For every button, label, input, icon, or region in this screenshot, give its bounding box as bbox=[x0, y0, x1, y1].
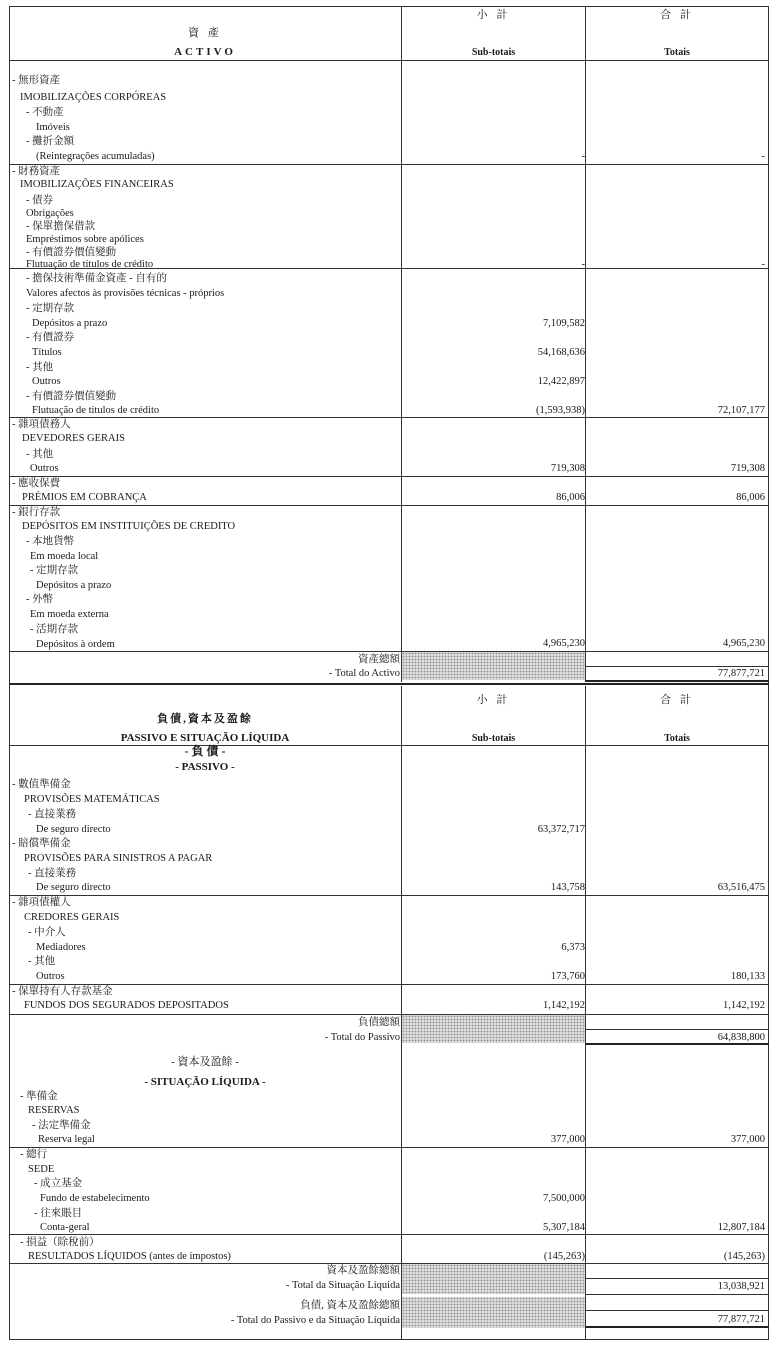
activo-subtotal: 86,006 bbox=[556, 492, 585, 503]
activo-line: Outros bbox=[30, 463, 59, 474]
passivo-line: PROVISÕES PARA SINISTROS A PAGAR bbox=[24, 853, 213, 864]
situacao-line: - 法定準備金 bbox=[32, 1120, 91, 1131]
situacao-line: RESERVAS bbox=[28, 1105, 80, 1116]
passivo-subtotal: 6,373 bbox=[561, 942, 585, 953]
activo-grand-total: 77,877,721 bbox=[717, 668, 765, 679]
passivo-line: FUNDOS DOS SEGURADOS DEPOSITADOS bbox=[24, 1000, 229, 1011]
grand-total-label-pt: - Total do Passivo e da Situação Líquida bbox=[230, 1315, 400, 1326]
activo-subtotal: 719,308 bbox=[550, 463, 585, 474]
activo-line: Depósitos à ordem bbox=[36, 639, 115, 650]
situacao-line: RESULTADOS LÍQUIDOS (antes de impostos) bbox=[28, 1251, 231, 1262]
col-divider-tot-passivo bbox=[585, 686, 586, 1340]
situacao-line: - 準備金 bbox=[20, 1091, 58, 1102]
section-divider bbox=[9, 683, 769, 685]
activo-subtotal: (1,593,938) bbox=[536, 405, 585, 416]
shaded-cell-situacao-total bbox=[402, 1264, 585, 1294]
activo-subtotal: - bbox=[581, 259, 585, 270]
passivo-line: - 賠償準備金 bbox=[12, 838, 71, 849]
situacao-line: - 往來賬目 bbox=[34, 1208, 83, 1219]
passivo-section-zh: - 負 債 - bbox=[184, 744, 226, 758]
passivo-line: Mediadores bbox=[36, 942, 86, 953]
situacao-line: Conta-geral bbox=[40, 1222, 90, 1233]
activo-line: Depósitos a prazo bbox=[36, 580, 112, 591]
passivo-subtotal: 173,760 bbox=[550, 971, 585, 982]
shaded-cell-passivo-total bbox=[402, 1015, 585, 1043]
activo-line: Flutuação de títulos de crédito bbox=[26, 259, 154, 270]
activo-line: - 債券 bbox=[26, 195, 54, 206]
rule-s6 bbox=[585, 1310, 769, 1311]
passivo-line: CREDORES GERAIS bbox=[24, 912, 120, 923]
grand-total-value: 77,877,721 bbox=[717, 1314, 765, 1325]
activo-col-tot-pt: Totais bbox=[664, 47, 690, 58]
activo-col-sub-zh: 小 計 bbox=[476, 9, 511, 21]
passivo-total: 1,142,192 bbox=[723, 1000, 765, 1011]
activo-total: - bbox=[761, 151, 765, 162]
activo-total: 72,107,177 bbox=[717, 405, 765, 416]
activo-subtotal: 4,965,230 bbox=[543, 638, 585, 649]
grand-total-label-zh: 負債, 資本及盈餘總額 bbox=[300, 1300, 400, 1311]
rule-p1 bbox=[9, 895, 769, 896]
situacao-total: 377,000 bbox=[730, 1134, 765, 1145]
activo-line: Obrigações bbox=[26, 208, 74, 219]
activo-line: DEPÓSITOS EM INSTITUIÇÕES DE CREDITO bbox=[22, 521, 236, 532]
passivo-title-zh: 負債,資本及盈餘 bbox=[157, 713, 253, 725]
situacao-total: (145,263) bbox=[723, 1251, 765, 1262]
activo-line: - 其他 bbox=[26, 362, 54, 373]
situacao-subtotal: (145,263) bbox=[543, 1251, 585, 1262]
rule-s4 bbox=[585, 1278, 769, 1279]
passivo-total-label-zh: 負債總額 bbox=[358, 1017, 400, 1028]
rule-p3 bbox=[9, 1014, 769, 1015]
passivo-line: De seguro directo bbox=[36, 824, 111, 835]
activo-line: - 本地貨幣 bbox=[26, 536, 75, 547]
activo-subtotal: 12,422,897 bbox=[537, 376, 585, 387]
passivo-total-label-pt: - Total do Passivo bbox=[324, 1032, 400, 1043]
situacao-total-label-pt: - Total da Situação Líquida bbox=[286, 1280, 400, 1291]
activo-header-rule bbox=[9, 60, 769, 61]
passivo-col-tot-pt: Totais bbox=[664, 733, 690, 744]
activo-total: - bbox=[761, 259, 765, 270]
situacao-line: - 損益（除稅前） bbox=[20, 1237, 100, 1248]
activo-subtotal: 7,109,582 bbox=[543, 318, 585, 329]
passivo-grand-total: 64,838,800 bbox=[717, 1032, 765, 1043]
passivo-col-sub-zh: 小 計 bbox=[476, 694, 511, 706]
situacao-subtotal: 377,000 bbox=[550, 1134, 585, 1145]
situacao-total-label-zh: 資本及盈餘總額 bbox=[326, 1265, 400, 1276]
situacao-line: - 成立基金 bbox=[34, 1178, 83, 1189]
activo-line: - 不動產 bbox=[26, 107, 64, 118]
situacao-section-zh: - 資本及盈餘 - bbox=[171, 1056, 239, 1068]
col-divider-sub-activo bbox=[401, 6, 402, 682]
shaded-cell-grand-total bbox=[402, 1297, 585, 1328]
activo-total: 719,308 bbox=[730, 463, 765, 474]
activo-line: DEVEDORES GERAIS bbox=[22, 433, 125, 444]
activo-line: - 無形資產 bbox=[12, 75, 61, 86]
activo-subtotal: 54,168,636 bbox=[537, 347, 585, 358]
activo-line: - 有價證券 bbox=[26, 332, 75, 343]
passivo-col-sub-pt: Sub-totais bbox=[471, 733, 516, 744]
activo-line: Valores afectos às provisões técnicas - próprios bbox=[26, 288, 225, 299]
situacao-subtotal: 5,307,184 bbox=[543, 1222, 585, 1233]
activo-total-label-pt: - Total do Activo bbox=[328, 668, 400, 679]
rule-p2 bbox=[9, 984, 769, 985]
activo-col-tot-zh: 合 計 bbox=[660, 9, 694, 21]
passivo-line: PROVISÕES MATEMÁTICAS bbox=[24, 794, 160, 805]
frame-top-border bbox=[9, 6, 769, 7]
passivo-title-pt: PASSIVO E SITUAÇÃO LÍQUIDA bbox=[120, 732, 290, 744]
passivo-subtotal: 1,142,192 bbox=[543, 1000, 585, 1011]
situacao-grand-total: 13,038,921 bbox=[717, 1281, 765, 1292]
situacao-total: 12,807,184 bbox=[717, 1222, 765, 1233]
passivo-line: - 直接業務 bbox=[28, 809, 77, 820]
rule-s7 bbox=[585, 1326, 769, 1328]
activo-line: Títulos bbox=[32, 347, 62, 358]
activo-subtotal: - bbox=[581, 151, 585, 162]
rule-s1 bbox=[9, 1147, 769, 1148]
activo-line: - 攤折金額 bbox=[26, 136, 75, 147]
activo-total: 86,006 bbox=[736, 492, 765, 503]
shaded-cell-activo-total bbox=[402, 652, 585, 680]
activo-line: Outros bbox=[32, 376, 61, 387]
passivo-line: - 保單持有人存款基金 bbox=[12, 986, 113, 997]
activo-line: - 擔保技術準備金資產 - 自有的 bbox=[26, 273, 167, 284]
passivo-line: - 中介人 bbox=[28, 927, 66, 938]
activo-line: - 其他 bbox=[26, 449, 54, 460]
activo-title-pt: ACTIVO bbox=[174, 46, 236, 58]
situacao-section-pt: - SITUAÇÃO LÍQUIDA - bbox=[144, 1076, 266, 1088]
passivo-total: 180,133 bbox=[730, 971, 765, 982]
rule-a8 bbox=[585, 680, 769, 682]
activo-total-label-zh: 資產總額 bbox=[358, 654, 400, 665]
activo-col-sub-pt: Sub-totais bbox=[471, 47, 516, 58]
situacao-line: Reserva legal bbox=[38, 1134, 95, 1145]
activo-line: - 有價證券價值變動 bbox=[26, 247, 117, 258]
activo-line: - 應收保費 bbox=[12, 478, 61, 489]
activo-line: Empréstimos sobre apólices bbox=[26, 234, 144, 245]
activo-line: - 保單擔保借款 bbox=[26, 221, 96, 232]
rule-s2 bbox=[9, 1234, 769, 1235]
passivo-total: 63,516,475 bbox=[717, 882, 765, 893]
activo-line: Em moeda externa bbox=[30, 609, 109, 620]
activo-line: - 有價證券價值變動 bbox=[26, 391, 117, 402]
passivo-subtotal: 63,372,717 bbox=[537, 824, 585, 835]
col-divider-sub-passivo bbox=[401, 686, 402, 1340]
rule-s5 bbox=[585, 1294, 769, 1295]
activo-line: Imóveis bbox=[36, 122, 70, 133]
rule-a1 bbox=[9, 164, 769, 165]
activo-line: - 雜項債務人 bbox=[12, 419, 71, 430]
activo-line: Em moeda local bbox=[30, 551, 99, 562]
activo-line: IMOBILIZAÇÕES CORPÓREAS bbox=[20, 92, 167, 103]
activo-total: 4,965,230 bbox=[723, 638, 765, 649]
passivo-line: - 雜項債權人 bbox=[12, 897, 71, 908]
rule-a3 bbox=[9, 417, 769, 418]
activo-line: - 定期存款 bbox=[30, 565, 79, 576]
passivo-col-tot-zh: 合 計 bbox=[660, 694, 694, 706]
situacao-line: Fundo de estabelecimento bbox=[40, 1193, 150, 1204]
situacao-line: SEDE bbox=[28, 1164, 55, 1175]
activo-line: - 銀行存款 bbox=[12, 507, 61, 518]
passivo-section-pt: - PASSIVO - bbox=[175, 761, 235, 773]
activo-line: - 定期存款 bbox=[26, 303, 75, 314]
rule-p4 bbox=[585, 1029, 769, 1030]
frame-right-border bbox=[768, 6, 769, 1340]
activo-title-zh: 資 產 bbox=[188, 27, 222, 39]
passivo-line: - 其他 bbox=[28, 956, 56, 967]
activo-line: - 財務資產 bbox=[12, 166, 61, 177]
frame-left-border bbox=[9, 6, 10, 1340]
activo-line: IMOBILIZAÇÕES FINANCEIRAS bbox=[20, 179, 174, 190]
frame-bottom-border bbox=[9, 1339, 769, 1340]
rule-a5 bbox=[9, 505, 769, 506]
passivo-line: - 直接業務 bbox=[28, 868, 77, 879]
passivo-line: - 數值準備金 bbox=[12, 779, 71, 790]
activo-line: - 活期存款 bbox=[30, 624, 79, 635]
activo-line: Depósitos a prazo bbox=[32, 318, 108, 329]
passivo-line: Outros bbox=[36, 971, 65, 982]
situacao-line: - 總行 bbox=[20, 1149, 48, 1160]
passivo-subtotal: 143,758 bbox=[550, 882, 585, 893]
rule-a4 bbox=[9, 476, 769, 477]
col-divider-tot-activo bbox=[585, 6, 586, 682]
activo-line: PRÉMIOS EM COBRANÇA bbox=[22, 492, 147, 503]
situacao-subtotal: 7,500,000 bbox=[543, 1193, 585, 1204]
activo-line: (Reintegrações acumuladas) bbox=[36, 151, 155, 162]
activo-line: Flutuação de títulos de crédito bbox=[32, 405, 160, 416]
passivo-line: De seguro directo bbox=[36, 882, 111, 893]
activo-line: - 外幣 bbox=[26, 594, 54, 605]
rule-a6 bbox=[9, 651, 769, 652]
